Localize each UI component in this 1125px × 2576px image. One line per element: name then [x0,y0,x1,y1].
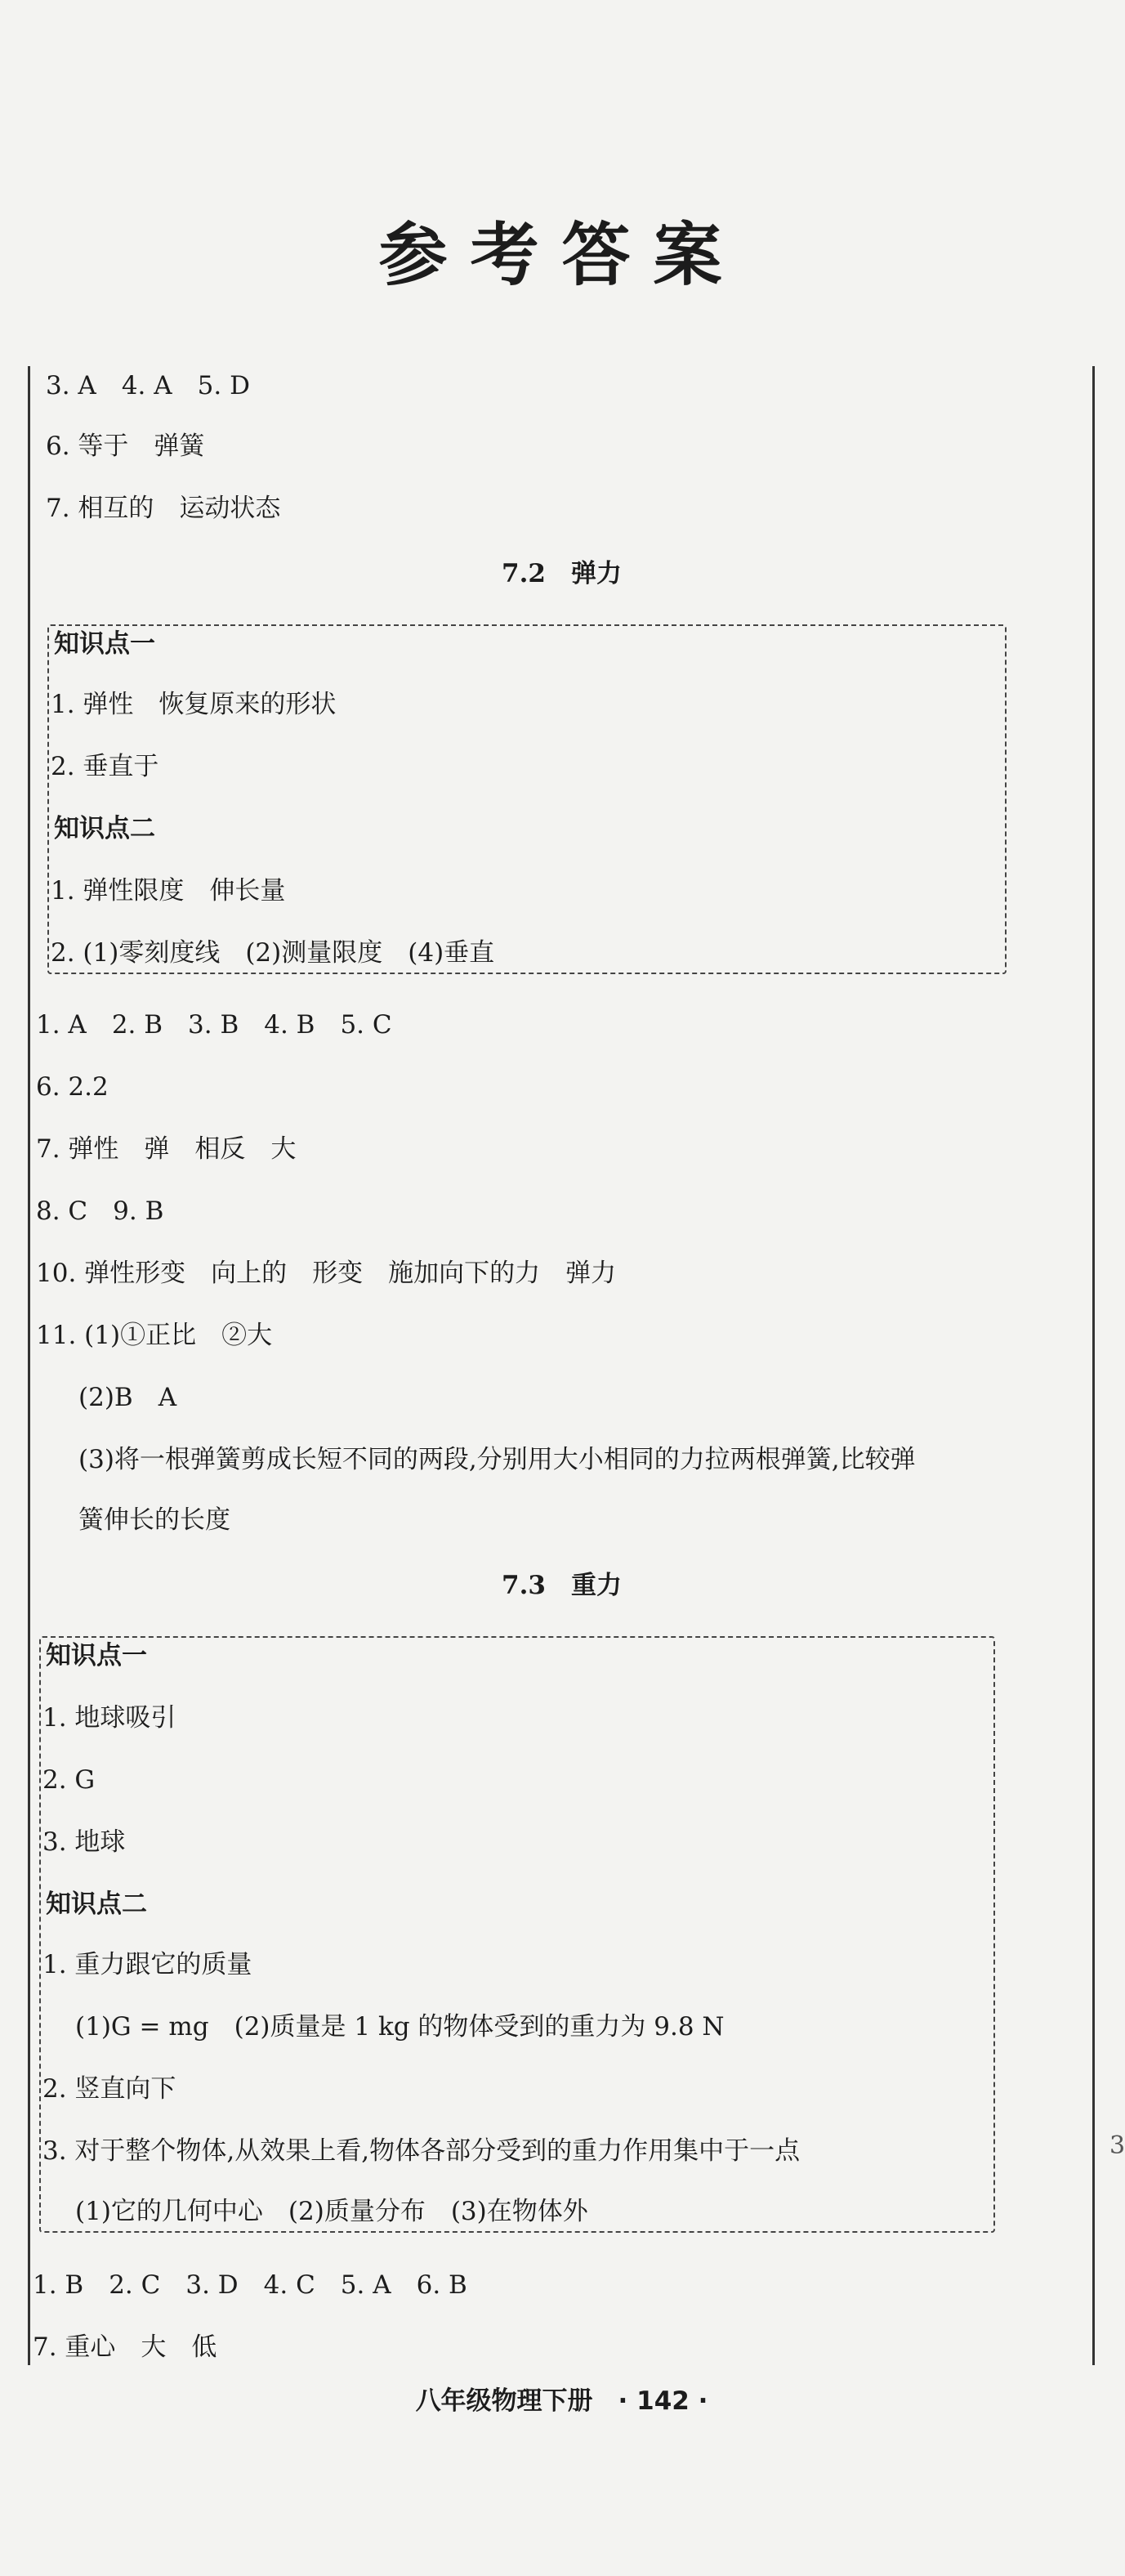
knowledge-subline: (1)它的几何中心 (2)质量分布 (3)在物体外 [75,2197,588,2226]
answer-line: 11. (1)①正比 ②大 [36,1321,273,1350]
answer-subline: 簧伸长的长度 [78,1505,230,1535]
answer-subline: (2)B A [78,1383,177,1412]
left-column-rule [28,366,30,2365]
right-column-rule [1092,366,1095,2365]
knowledge-line: 1. 弹性 恢复原来的形状 [51,690,337,719]
knowledge-line: 1. 重力跟它的质量 [42,1950,252,1979]
knowledge-point-label: 知识点二 [54,814,155,843]
knowledge-box-7-2 [47,624,1007,974]
answer-line: 7. 弹性 弹 相反 大 [36,1134,297,1164]
page-title: 参考答案 [378,214,745,295]
knowledge-line: 2. (1)零刻度线 (2)测量限度 (4)垂直 [51,938,495,968]
knowledge-subline: (1)G = mg (2)质量是 1 kg 的物体受到的重力为 9.8 N [75,2012,725,2042]
knowledge-line: 3. 地球 [42,1827,126,1857]
knowledge-point-label: 知识点一 [54,629,155,659]
knowledge-line: 2. 竖直向下 [42,2074,176,2104]
answer-subline: (3)将一根弹簧剪成长短不同的两段,分别用大小相同的力拉两根弹簧,比较弹 [78,1445,916,1474]
answer-line: 8. C 9. B [36,1196,164,1226]
edge-fragment: 3 [1109,2131,1125,2160]
section-heading-7-2: 7.2 弹力 [502,559,622,588]
knowledge-line: 1. 地球吸引 [42,1703,176,1733]
answer-line: 1. A 2. B 3. B 4. B 5. C [36,1010,392,1040]
answer-line: 3. A 4. A 5. D [46,371,250,400]
knowledge-point-label: 知识点二 [46,1890,147,1919]
answer-line: 10. 弹性形变 向上的 形变 施加向下的力 弹力 [36,1259,617,1288]
answer-line: 1. B 2. C 3. D 4. C 5. A 6. B [33,2270,467,2300]
answer-line: 6. 等于 弹簧 [46,432,205,461]
answer-line: 7. 相互的 运动状态 [46,494,281,523]
answer-line: 7. 重心 大 低 [33,2332,217,2362]
knowledge-line: 2. G [42,1765,96,1795]
knowledge-line: 1. 弹性限度 伸长量 [51,876,286,906]
section-heading-7-3: 7.3 重力 [502,1571,622,1600]
knowledge-line: 2. 垂直于 [51,752,159,781]
page-footer: 八年级物理下册 · 142 · [415,2386,708,2416]
answer-line: 6. 2.2 [36,1072,109,1102]
knowledge-point-label: 知识点一 [46,1641,147,1670]
knowledge-line: 3. 对于整个物体,从效果上看,物体各部分受到的重力作用集中于一点 [42,2136,801,2166]
